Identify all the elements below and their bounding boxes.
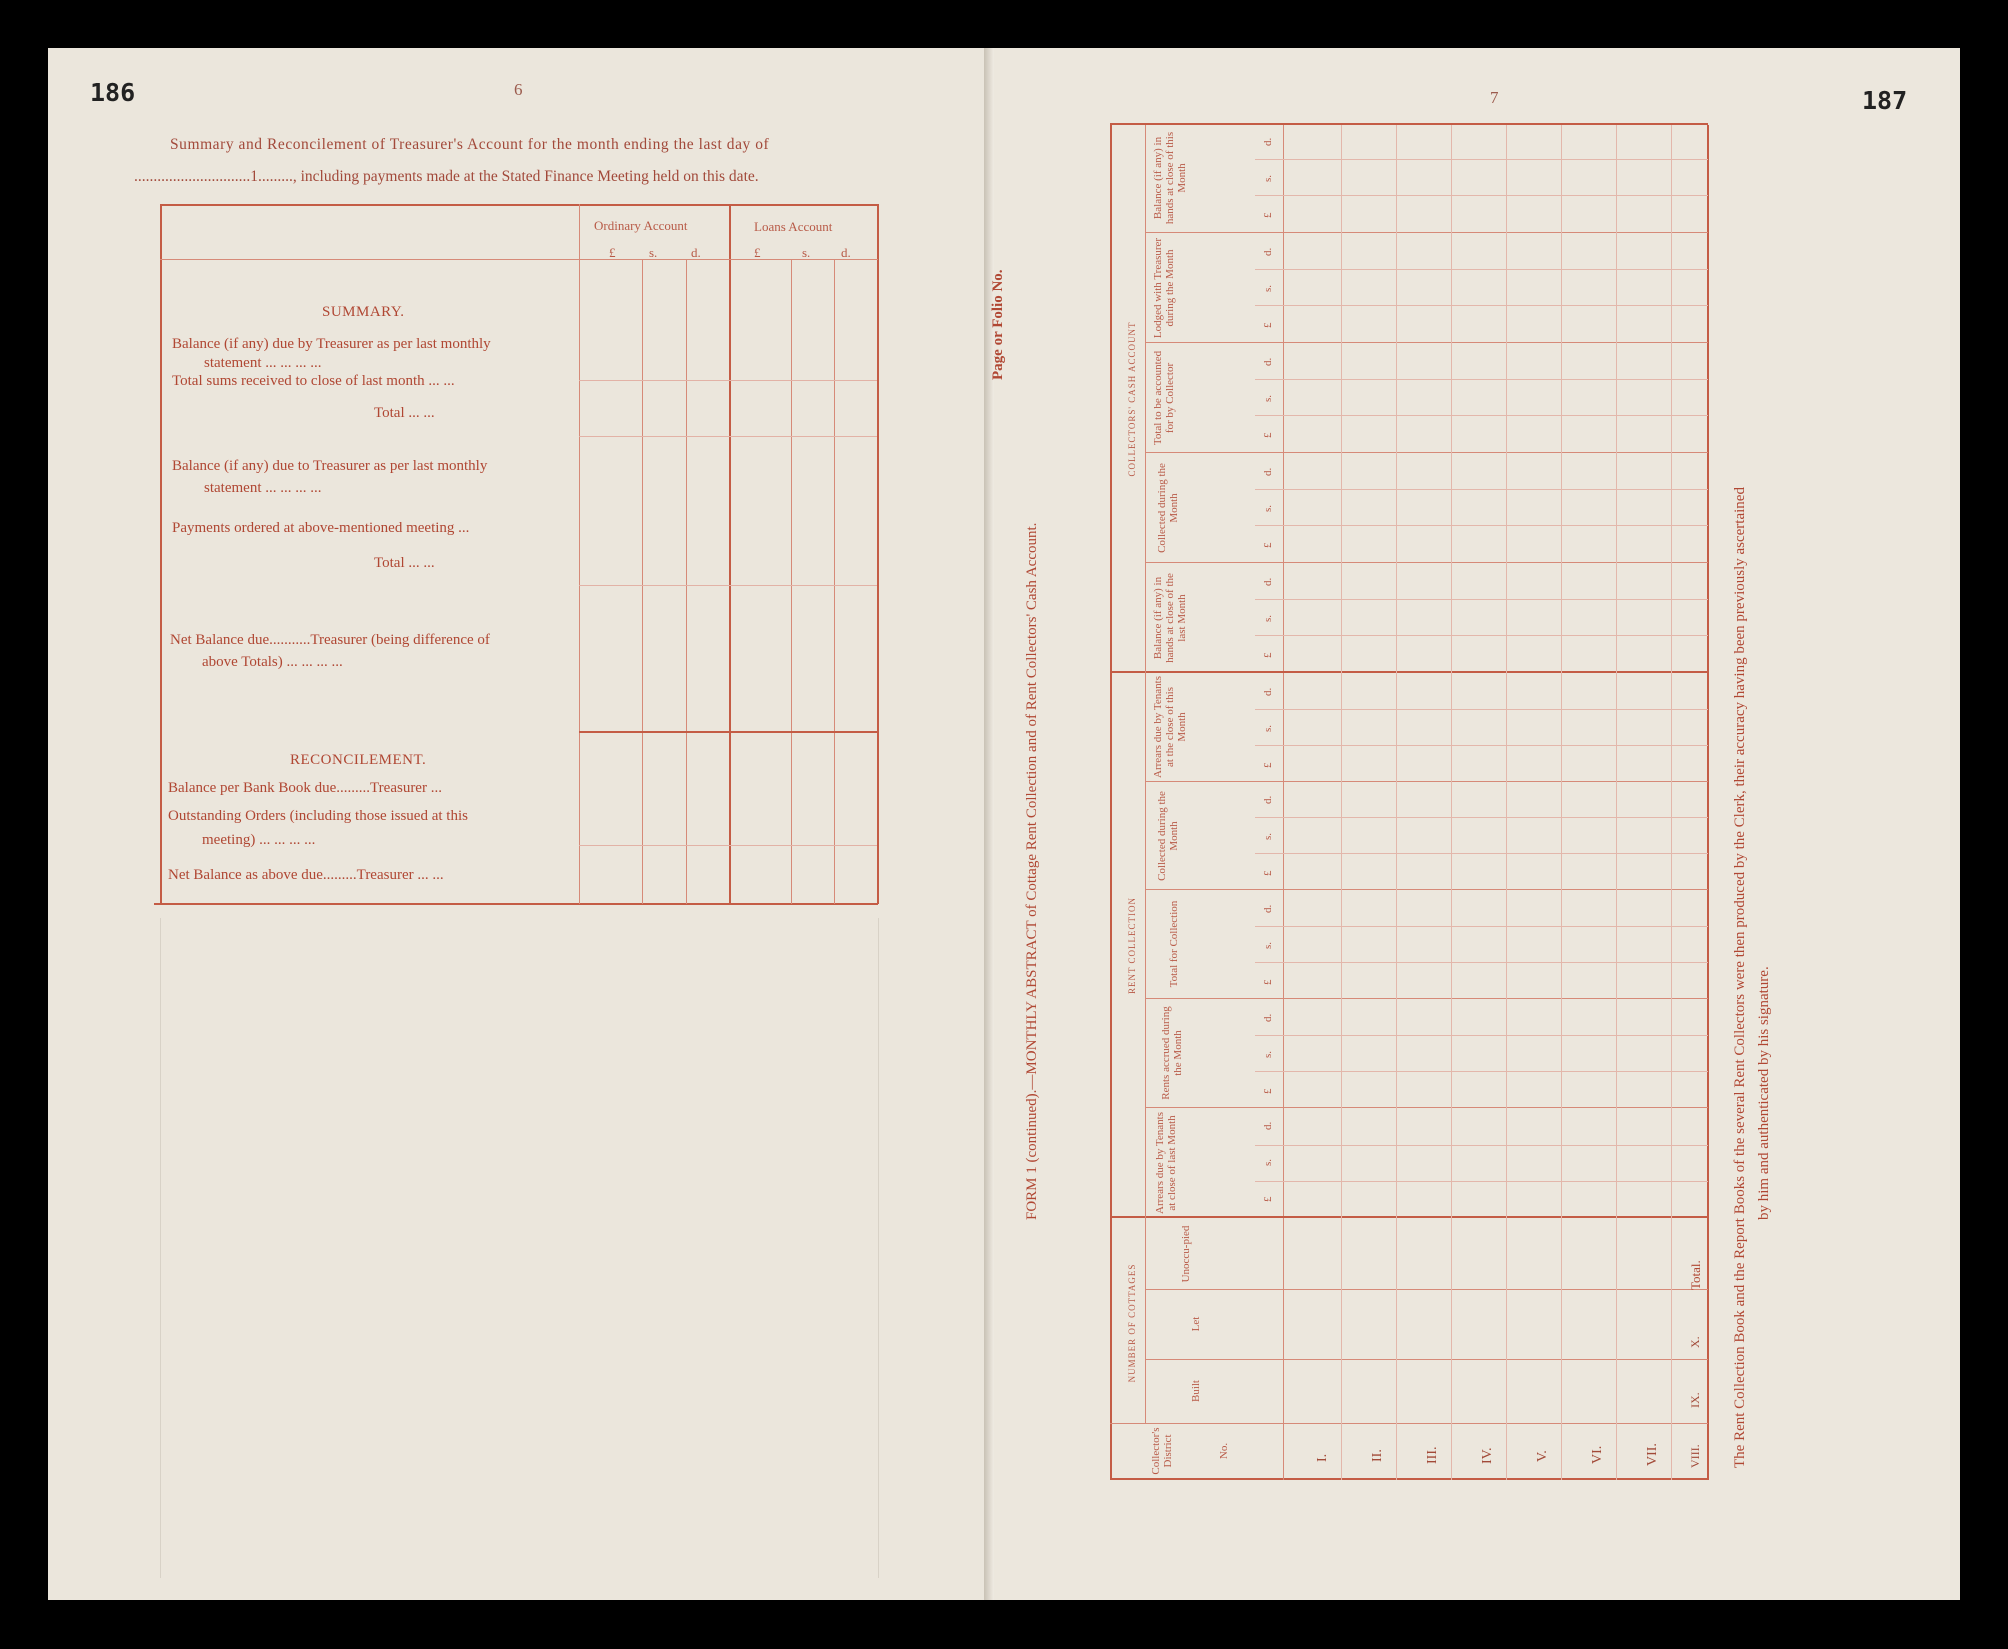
total-collection-header: Total for Collection <box>1168 900 1180 988</box>
arrears-last-header: Arrears due by Tenants at close of last Month <box>1154 1112 1178 1214</box>
district-label: I. <box>1315 1453 1330 1462</box>
currency-pounds: £ <box>1262 432 1274 438</box>
district-label: IX. <box>1688 1392 1702 1408</box>
district-header: Collector's District <box>1150 1427 1174 1475</box>
row-balance-due-by-cont: statement ... ... ... ... <box>204 355 322 371</box>
row-net-balance-as-above: Net Balance as above due.........Treasurer ... ... <box>168 867 444 883</box>
total-accounted-header: Total to be accounted for by Collector <box>1152 350 1176 446</box>
cottages-group-header: NUMBER OF COTTAGES <box>1127 1263 1137 1383</box>
currency-shillings: s. <box>1262 724 1274 732</box>
row-total-1: Total ... ... <box>374 405 435 421</box>
collected-rc-header: Collected during the Month <box>1156 791 1180 881</box>
right-printed-page-number: 7 <box>1490 88 1499 107</box>
currency-shillings: s. <box>1262 941 1274 949</box>
currency-pounds: £ <box>1262 652 1274 658</box>
district-label: II. <box>1370 1449 1385 1462</box>
page-or-folio-label: Page or Folio No. <box>990 269 1006 380</box>
currency-pence: d. <box>1262 467 1274 476</box>
currency-shillings: s. <box>1262 174 1274 182</box>
currency-pounds: £ <box>1262 322 1274 328</box>
rent-abstract-rotated <box>990 100 1850 1480</box>
currency-pence: d. <box>1262 1013 1274 1022</box>
currency-pence: d. <box>1262 357 1274 366</box>
currency-pounds: £ <box>1262 762 1274 768</box>
let-header: Let <box>1190 1316 1202 1332</box>
row-balance-per-bank-book: Balance per Bank Book due.........Treasurer ... <box>168 780 442 796</box>
row-total-sums-received: Total sums received to close of last month ... ... <box>172 373 455 389</box>
currency-pence: d. <box>1262 687 1274 696</box>
district-label: X. <box>1688 1336 1702 1348</box>
currency-pounds: £ <box>1262 870 1274 876</box>
district-label: III. <box>1425 1446 1440 1464</box>
summary-title: SUMMARY. <box>322 304 405 320</box>
row-outstanding-orders-cont: meeting) ... ... ... ... <box>202 832 316 848</box>
district-label: VII. <box>1645 1443 1660 1466</box>
ordinary-pence-header: d. <box>691 245 701 260</box>
currency-shillings: s. <box>1262 504 1274 512</box>
ordinary-shillings-header: s. <box>649 245 658 260</box>
loans-pounds-header: £ <box>754 245 761 260</box>
row-net-balance-cont: above Totals) ... ... ... ... <box>202 654 343 670</box>
built-header: Built <box>1190 1380 1202 1403</box>
currency-pence: d. <box>1262 137 1274 146</box>
left-heading-line2: ..............................1........., including payments made at the Stated Finance Meeting held on this date. <box>134 168 759 185</box>
currency-pounds: £ <box>1262 979 1274 985</box>
currency-shillings: s. <box>1262 284 1274 292</box>
currency-shillings: s. <box>1262 614 1274 622</box>
currency-pounds: £ <box>1262 542 1274 548</box>
district-label: VI. <box>1590 1445 1605 1464</box>
currency-pence: d. <box>1262 904 1274 913</box>
row-outstanding-orders: Outstanding Orders (including those issued at this <box>168 808 468 824</box>
no-header: No. <box>1218 1442 1230 1460</box>
row-balance-due-by: Balance (if any) due by Treasurer as per last monthly <box>172 336 491 352</box>
unoccupied-header: Unoccu-pied <box>1180 1225 1192 1283</box>
total-label: Total. <box>1688 1260 1703 1290</box>
ordinary-pounds-header: £ <box>609 245 616 260</box>
row-payments-ordered: Payments ordered at above-mentioned meeting ... <box>172 520 470 536</box>
row-net-balance: Net Balance due...........Treasurer (being difference of <box>170 632 490 648</box>
currency-pence: d. <box>1262 247 1274 256</box>
footnote-line2: by him and authenticated by his signature. <box>1756 966 1772 1220</box>
row-balance-due-to-cont: statement ... ... ... ... <box>204 480 322 496</box>
rent-collection-group-header: RENT COLLECTION <box>1127 896 1137 995</box>
currency-pounds: £ <box>1262 1088 1274 1094</box>
lodged-header: Lodged with Treasurer during the Month <box>1152 237 1176 339</box>
collected-ca-header: Collected during the Month <box>1156 463 1180 553</box>
left-heading-line1: Summary and Reconcilement of Treasurer's Account for the month ending the last day of <box>170 136 770 153</box>
footnote-line1: The Rent Collection Book and the Report Books of the several Rent Collectors were then produced by the Clerk, their accuracy having been previously ascertained <box>1732 487 1748 1468</box>
loans-shillings-header: s. <box>802 245 811 260</box>
currency-shillings: s. <box>1262 832 1274 840</box>
loans-account-header: Loans Account <box>754 219 833 234</box>
loans-pence-header: d. <box>841 245 851 260</box>
currency-pounds: £ <box>1262 1196 1274 1202</box>
balance-last-header: Balance (if any) in hands at close of the last Month <box>1152 573 1188 663</box>
currency-pence: d. <box>1262 795 1274 804</box>
district-label: VIII. <box>1688 1444 1702 1468</box>
row-balance-due-to: Balance (if any) due to Treasurer as per last monthly <box>172 458 488 474</box>
row-total-2: Total ... ... <box>374 555 435 571</box>
right-book-page-number: 187 <box>1862 86 1908 115</box>
left-printed-page-number: 6 <box>514 80 523 99</box>
currency-shillings: s. <box>1262 1158 1274 1166</box>
district-label: IV. <box>1480 1447 1495 1464</box>
currency-pounds: £ <box>1262 212 1274 218</box>
balance-this-header: Balance (if any) in hands at close of this Month <box>1152 131 1188 225</box>
arrears-this-header: Arrears due by Tenants at the close of this Month <box>1152 676 1188 778</box>
reconcilement-title: RECONCILEMENT. <box>290 752 427 768</box>
currency-shillings: s. <box>1262 394 1274 402</box>
currency-pence: d. <box>1262 1121 1274 1130</box>
left-page <box>48 48 992 1600</box>
currency-pence: d. <box>1262 577 1274 586</box>
rents-accrued-header: Rents accrued during the Month <box>1160 1006 1184 1100</box>
district-label: V. <box>1535 1450 1550 1462</box>
cash-account-group-header: COLLECTORS' CASH ACCOUNT <box>1127 321 1137 477</box>
ordinary-account-header: Ordinary Account <box>594 218 688 233</box>
left-book-page-number: 186 <box>90 78 136 107</box>
form-title: FORM 1 (continued).—MONTHLY ABSTRACT of Cottage Rent Collection and of Rent Collectors' Cash Account. <box>1024 522 1040 1220</box>
currency-shillings: s. <box>1262 1050 1274 1058</box>
